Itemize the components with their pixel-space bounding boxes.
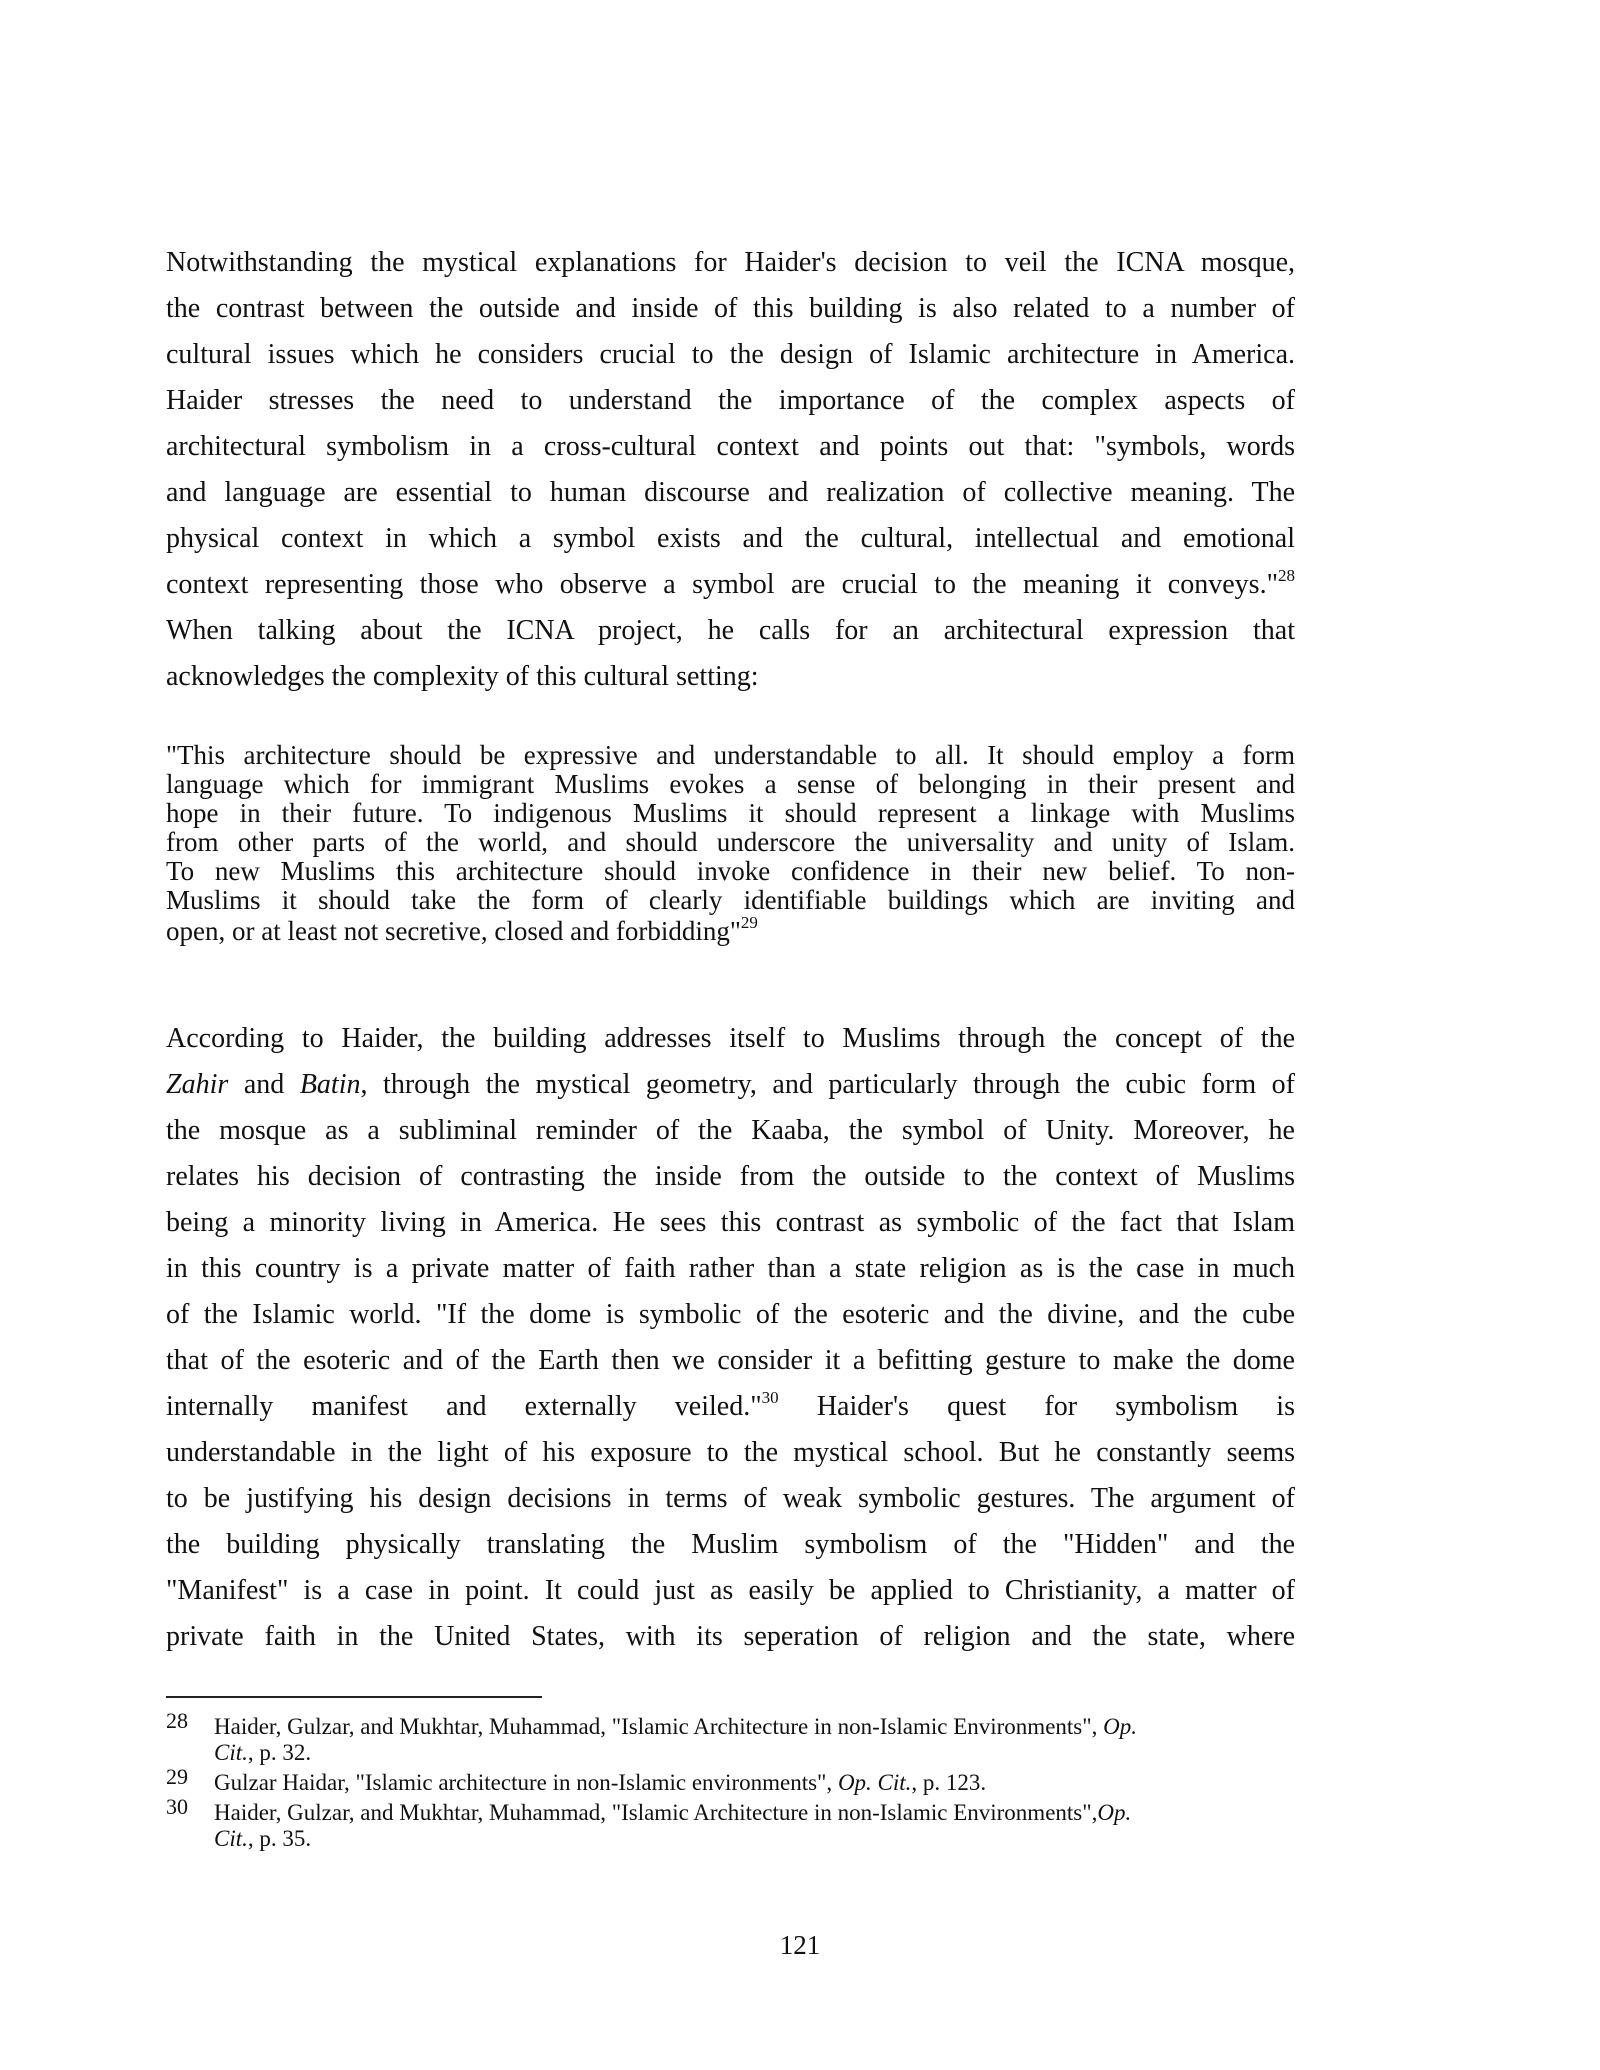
italic-text: Cit. [214, 1826, 248, 1851]
italic-text: Op. Cit. [837, 1770, 912, 1795]
text-line: When talking about the ICNA project, he calls for an architectural expression that [166, 615, 1295, 646]
text-line: that of the esoteric and of the Earth then we consider it a befitting gesture to make the dome [166, 1345, 1295, 1376]
italic-term-batin: Batin [299, 1069, 361, 1100]
text-segment: , p. 123. [911, 1770, 987, 1795]
italic-term-zahir: Zahir [166, 1069, 229, 1100]
quote-line: To new Muslims this architecture should invoke confidence in their new belief. To non- [166, 856, 1295, 886]
text-segment: and [228, 1069, 300, 1100]
quote-line [166, 913, 1295, 946]
quote-line: Muslims it should take the form of clearly identifiable buildings which are inviting and [166, 885, 1295, 915]
text-line: Notwithstanding the mystical explanations for Haider's decision to veil the ICNA mosque, [166, 247, 1295, 278]
text-line: the building physically translating the Muslim symbolism of the "Hidden" and the [166, 1529, 1295, 1560]
footnote-text [214, 1770, 1295, 1795]
text-segment: Haider's quest for symbolism is [778, 1391, 1295, 1422]
italic-text: Op. [1103, 1714, 1138, 1739]
text-line [166, 568, 1295, 602]
text-segment: , p. 35. [247, 1826, 312, 1851]
text-line [166, 1068, 1295, 1102]
text-line: cultural issues which he considers crucial to the design of Islamic architecture in America. [166, 339, 1295, 370]
quote-line: hope in their future. To indigenous Muslims it should represent a linkage with Muslims [166, 798, 1295, 828]
text-line: and language are essential to human discourse and realization of collective meaning. The [166, 477, 1295, 508]
footnote-ref-29[interactable]: 29 [740, 913, 758, 932]
text-line [166, 1390, 1295, 1424]
footnote-text [214, 1826, 1295, 1851]
quote-line: "This architecture should be expressive and understandable to all. It should employ a form [166, 740, 1295, 770]
text-line: the contrast between the outside and inside of this building is also related to a number of [166, 293, 1295, 324]
footnote-number: 29 [166, 1764, 188, 1789]
footnote-number: 30 [166, 1794, 188, 1819]
footnote-text [214, 1740, 1295, 1765]
text-segment: open, or at least not secretive, closed and forbidding" [166, 916, 741, 946]
footnote-text [214, 1714, 1295, 1739]
text-line: According to Haider, the building addresses itself to Muslims through the concept of the [166, 1023, 1295, 1054]
footnote-divider [166, 1696, 542, 1698]
footnote-ref-30[interactable]: 30 [761, 1388, 779, 1407]
text-segment: , p. 32. [247, 1740, 312, 1765]
text-line: architectural symbolism in a cross-cultural context and points out that: "symbols, words [166, 431, 1295, 462]
text-line: private faith in the United States, with its seperation of religion and the state, where [166, 1621, 1295, 1652]
footnote-text [214, 1800, 1295, 1825]
italic-text: Op. [1097, 1800, 1132, 1825]
page-number: 121 [779, 1930, 821, 1960]
text-line: relates his decision of contrasting the inside from the outside to the context of Muslims [166, 1161, 1295, 1192]
footnote-ref-28[interactable]: 28 [1278, 566, 1295, 585]
quote-line: language which for immigrant Muslims evokes a sense of belonging in their present and [166, 769, 1295, 799]
text-line: the mosque as a subliminal reminder of the Kaaba, the symbol of Unity. Moreover, he [166, 1115, 1295, 1146]
footnote-number: 28 [166, 1708, 188, 1733]
text-line: being a minority living in America. He sees this contrast as symbolic of the fact that Islam [166, 1207, 1295, 1238]
text-segment: Haider, Gulzar, and Mukhtar, Muhammad, "Islamic Architecture in non-Islamic Environments", [214, 1714, 1104, 1739]
text-line: in this country is a private matter of faith rather than a state religion as is the case in much [166, 1253, 1295, 1284]
text-line: "Manifest" is a case in point. It could just as easily be applied to Christianity, a matter of [166, 1575, 1295, 1606]
text-segment: internally manifest and externally veiled." [166, 1391, 762, 1422]
text-segment: context representing those who observe a symbol are crucial to the meaning it conveys." [166, 569, 1278, 600]
text-line: to be justifying his design decisions in terms of weak symbolic gestures. The argument of [166, 1483, 1295, 1514]
text-line: Haider stresses the need to understand the importance of the complex aspects of [166, 385, 1295, 416]
text-line: of the Islamic world. "If the dome is symbolic of the esoteric and the divine, and the cube [166, 1299, 1295, 1330]
text-line: acknowledges the complexity of this cultural setting: [166, 661, 759, 692]
text-segment: , through the mystical geometry, and particularly through the cubic form of [360, 1069, 1295, 1100]
italic-text: Cit. [214, 1740, 248, 1765]
text-line: understandable in the light of his exposure to the mystical school. But he constantly seems [166, 1437, 1295, 1468]
quote-line: from other parts of the world, and should underscore the universality and unity of Islam. [166, 827, 1295, 857]
text-segment: Haider, Gulzar, and Mukhtar, Muhammad, "Islamic Architecture in non-Islamic Environments", [214, 1800, 1098, 1825]
text-segment: Gulzar Haidar, "Islamic architecture in non-Islamic environments", [214, 1770, 838, 1795]
text-line: physical context in which a symbol exists and the cultural, intellectual and emotional [166, 523, 1295, 554]
